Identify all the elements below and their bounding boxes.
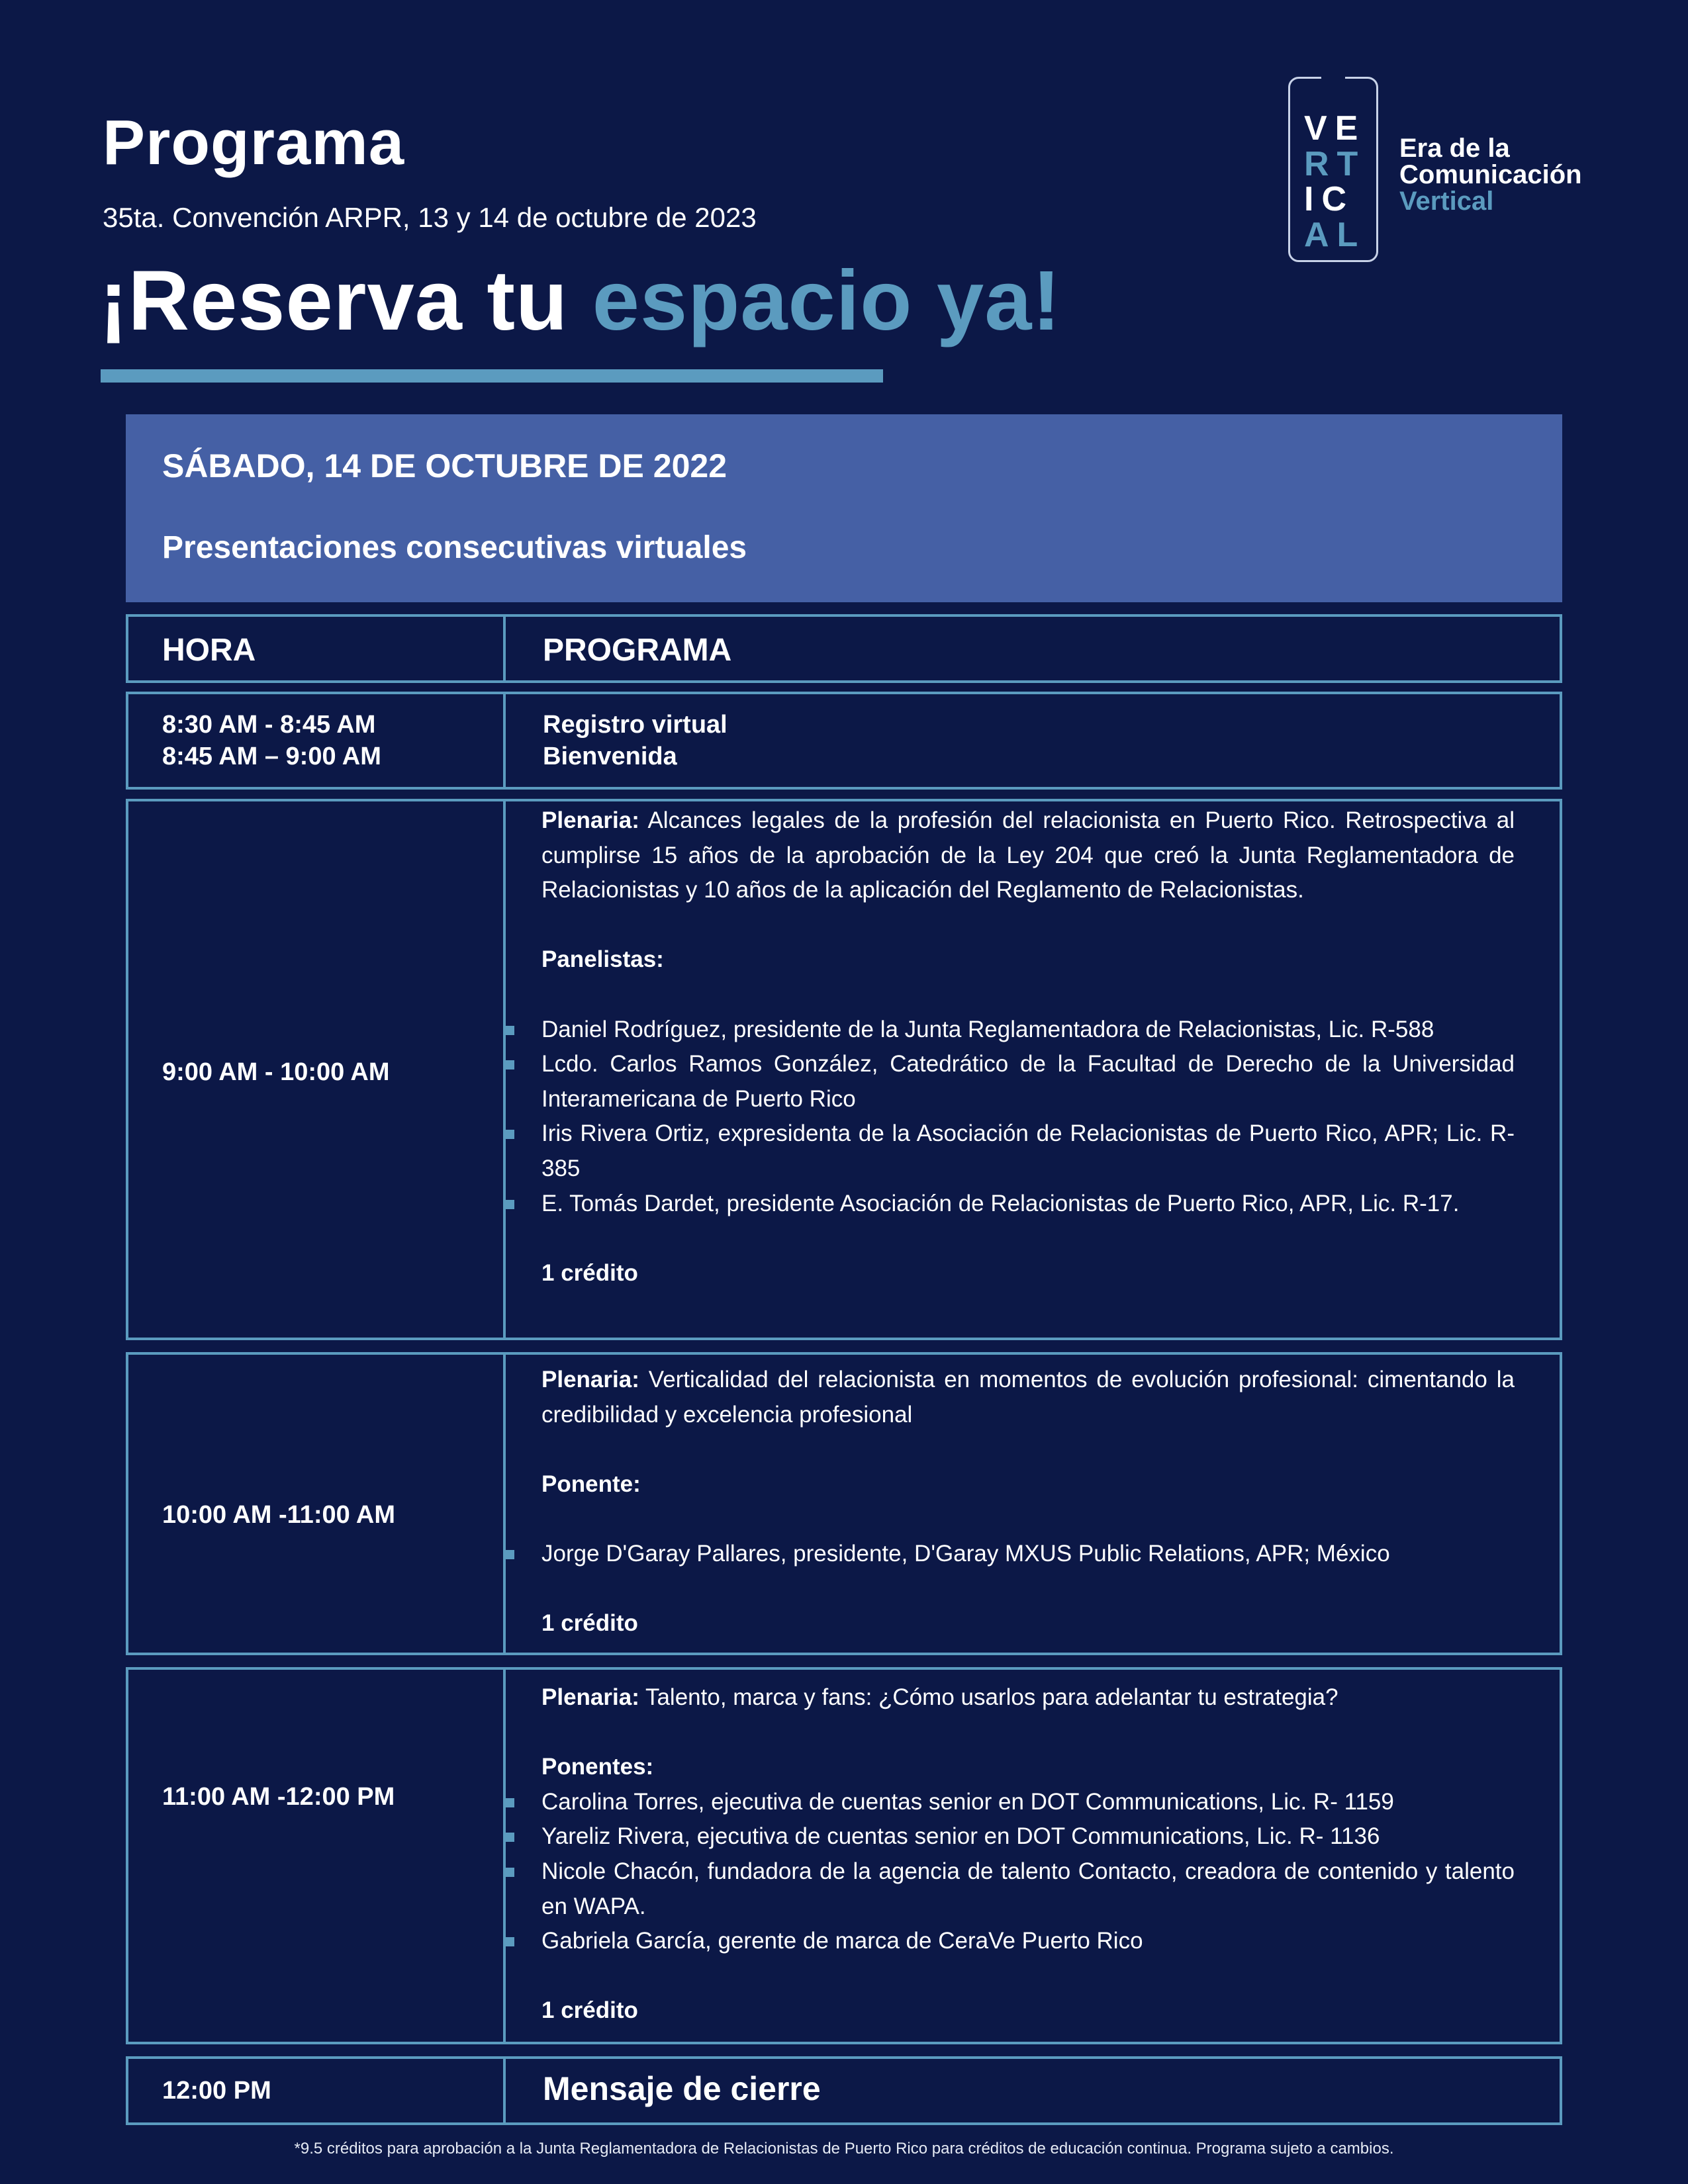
plenaria-label: Plenaria: <box>541 1367 639 1392</box>
table-header-row <box>126 614 1562 683</box>
speakers-label: Ponentes: <box>541 1754 654 1780</box>
plenaria-text: Alcances legales de la profesión del relacionista en Puerto Rico. Retrospectiva al cumplirse 15 años de la aprobación de la Ley 204 que creó la Junta Reglamentadora de Relacionistas y 10 años de la aplicación del Reglamento de Relacionistas. <box>541 807 1515 903</box>
logo-letters-row3: IC <box>1304 180 1354 219</box>
column-divider <box>503 2056 506 2125</box>
program-bienvenida: Bienvenida <box>543 743 677 770</box>
row-time: 9:00 AM - 10:00 AM <box>162 1058 390 1086</box>
plenaria-description <box>541 1363 1515 1432</box>
speaker-item: Gabriela García, gerente de marca de CeraVe Puerto Rico <box>541 1924 1515 1959</box>
panelist-item: Daniel Rodríguez, presidente de la Junta Reglamentadora de Relacionistas, Lic. R-588 <box>541 1013 1515 1048</box>
footnote: *9.5 créditos para aprobación a la Junta Reglamentadora de Relacionistas de Puerto Rico para créditos de educación continua. Programa sujeto a cambios. <box>294 2140 1394 2158</box>
event-subtitle: 35ta. Convención ARPR, 13 y 14 de octubre de 2023 <box>103 202 757 233</box>
column-divider <box>503 1667 506 2044</box>
credit-label: 1 crédito <box>541 1610 638 1637</box>
time-registro: 8:30 AM - 8:45 AM <box>162 711 376 739</box>
logo-text <box>1399 135 1582 214</box>
row-time <box>162 709 381 772</box>
logo-letters-row1: VE <box>1304 109 1366 148</box>
program-registro: Registro virtual <box>543 711 727 739</box>
logo-row-1 <box>1304 111 1365 147</box>
column-divider <box>503 1352 506 1655</box>
speaker-label: Ponente: <box>541 1471 641 1497</box>
logo-letters-row2: RT <box>1304 144 1366 183</box>
row-program <box>541 1363 1515 1641</box>
row-time: 11:00 AM -12:00 PM <box>162 1783 395 1811</box>
row-time: 12:00 PM <box>162 2077 271 2105</box>
plenaria-label: Plenaria: <box>541 807 639 833</box>
speaker-item: Carolina Torres, ejecutiva de cuentas senior en DOT Communications, Lic. R- 1159 <box>541 1785 1515 1820</box>
logo-letters <box>1304 111 1365 253</box>
panelist-item: E. Tomás Dardet, presidente Asociación de Relacionistas de Puerto Rico, APR, Lic. R-17. <box>541 1187 1515 1222</box>
speaker-item: Yareliz Rivera, ejecutiva de cuentas senior en DOT Communications, Lic. R- 1136 <box>541 1819 1515 1854</box>
day-banner <box>126 414 1562 602</box>
logo-text-line1: Era de la <box>1399 134 1510 163</box>
day-subtitle: Presentaciones consecutivas virtuales <box>162 530 747 565</box>
panelist-item: Lcdo. Carlos Ramos González, Catedrático de la Facultad de Derecho de la Universidad Interamericana de Puerto Rico <box>541 1047 1515 1116</box>
logo-text-line2: Comunicación <box>1399 160 1582 189</box>
panelist-item: Iris Rivera Ortiz, expresidenta de la Asociación de Relacionistas de Puerto Rico, APR; Lic. R-385 <box>541 1116 1515 1186</box>
time-bienvenida: 8:45 AM – 9:00 AM <box>162 743 381 770</box>
plenaria-description <box>541 1680 1515 1715</box>
credit-label: 1 crédito <box>541 1259 638 1286</box>
logo-text-line3: Vertical <box>1399 187 1494 216</box>
plenaria-text: Verticalidad del relacionista en momentos de evolución profesional: cimentando la credibilidad y excelencia profesional <box>541 1367 1515 1428</box>
row-program <box>543 709 727 772</box>
column-header-hora: HORA <box>162 633 256 668</box>
row-program <box>541 1680 1515 2028</box>
logo-letters-row4: AL <box>1304 215 1366 254</box>
plenaria-text: Talento, marca y fans: ¿Cómo usarlos para adelantar tu estrategia? <box>639 1684 1338 1710</box>
phone-notch-icon <box>1321 77 1345 82</box>
program-closing: Mensaje de cierre <box>543 2070 821 2107</box>
row-program <box>541 803 1515 1291</box>
credit-label: 1 crédito <box>541 1997 638 2024</box>
headline-part1: ¡Reserva tu <box>99 253 592 348</box>
column-divider <box>503 692 506 790</box>
page-title: Programa <box>103 107 405 178</box>
row-time: 10:00 AM -11:00 AM <box>162 1501 395 1529</box>
column-header-programa: PROGRAMA <box>543 633 732 668</box>
column-divider <box>503 614 506 683</box>
day-title: SÁBADO, 14 DE OCTUBRE DE 2022 <box>162 447 727 484</box>
headline <box>99 253 1061 348</box>
plenaria-label: Plenaria: <box>541 1684 639 1710</box>
speaker-item: Nicole Chacón, fundadora de la agencia de talento Contacto, creadora de contenido y talento en WAPA. <box>541 1854 1515 1924</box>
plenaria-description <box>541 803 1515 908</box>
panelists-label: Panelistas: <box>541 946 664 973</box>
headline-underline <box>101 369 883 383</box>
headline-part2: espacio ya! <box>592 253 1061 348</box>
speaker-item: Jorge D'Garay Pallares, presidente, D'Garay MXUS Public Relations, APR; México <box>541 1537 1515 1572</box>
table-row <box>126 2056 1562 2125</box>
